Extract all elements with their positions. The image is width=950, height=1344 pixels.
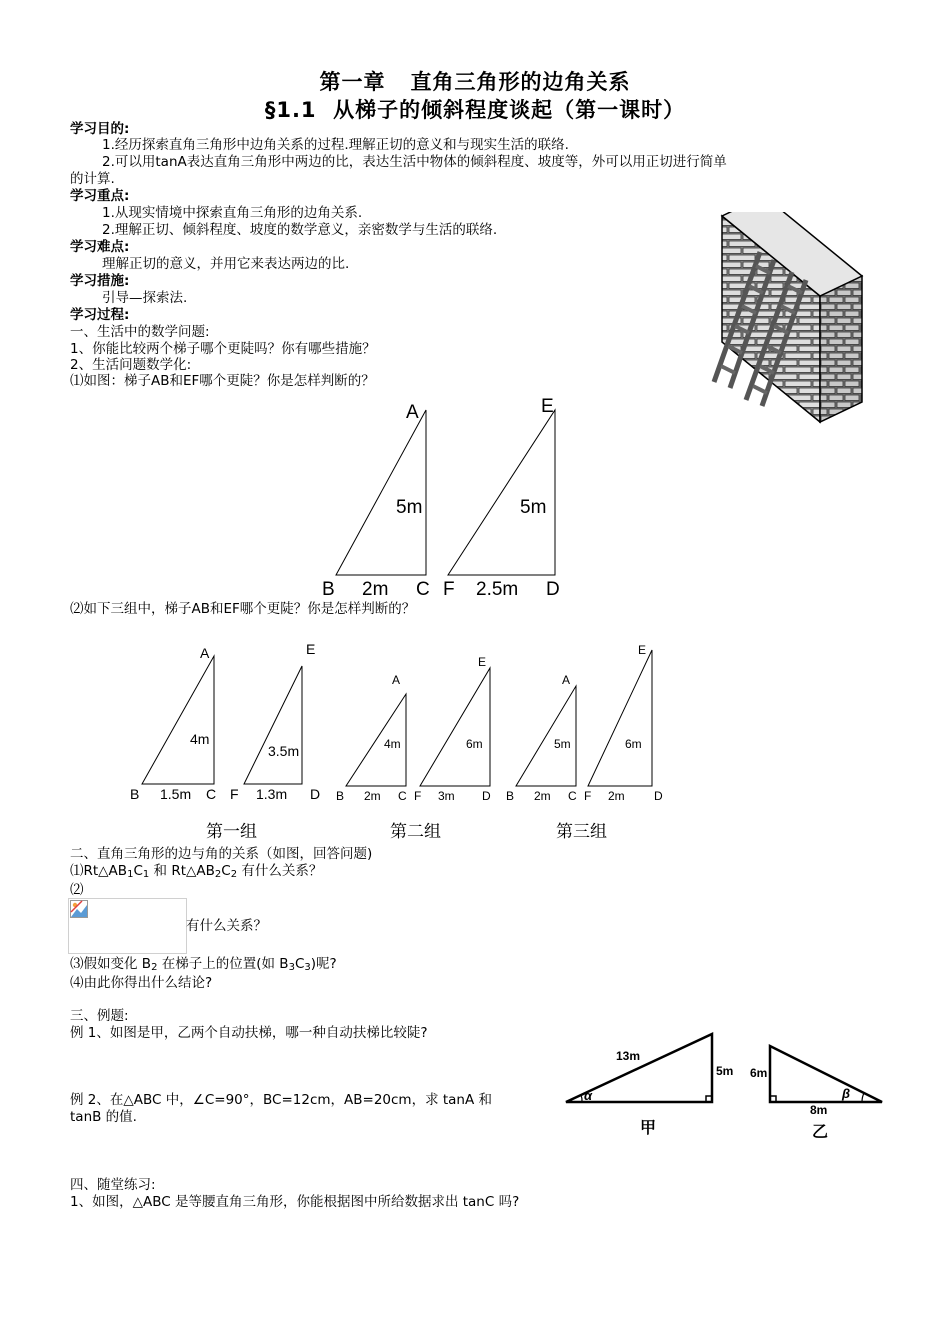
fig1-side-bc: 2m	[362, 579, 389, 600]
key-points-label: 学习重点:	[70, 188, 130, 204]
g2-right-v: 6m	[466, 737, 483, 751]
g1-left-v: 4m	[190, 731, 210, 747]
g3-label-c: C	[568, 789, 577, 803]
part4-title: 四、随堂练习:	[70, 1177, 156, 1193]
difficulty-label: 学习难点:	[70, 239, 130, 255]
g2-label-f: F	[414, 789, 422, 803]
fig1-label-c: C	[416, 579, 430, 600]
part1-q2: 2、生活问题数学化:	[70, 357, 192, 373]
broken-image-icon	[70, 900, 88, 918]
g3-label-a: A	[562, 673, 571, 687]
jia-hyp: 13m	[616, 1049, 641, 1063]
section-title: §1.1 从梯子的倾斜程度谈起（第一课时）	[264, 98, 686, 122]
part1-q2-2: ⑵如下三组中，梯子AB和EF哪个更陡？你是怎样判断的？	[70, 601, 416, 617]
objective-2-line2: 的计算.	[70, 171, 115, 187]
fig1-label-e: E	[541, 396, 554, 417]
g3-right-h: 2m	[608, 789, 625, 803]
fig1-side-fd: 2.5m	[476, 579, 519, 600]
figure-ladders-ab-ef	[300, 392, 590, 602]
g1-label-e: E	[306, 641, 316, 657]
group-3-name: 第三组	[556, 822, 607, 841]
g2-label-a: A	[392, 673, 401, 687]
fig1-label-b: B	[322, 579, 335, 600]
part2-q2-label: ⑵	[70, 882, 84, 898]
g2-label-b: B	[336, 789, 345, 803]
part2-q1: $⑴Rt\triangle AB_1C_1$ 和 $Rt\triangle AB_2C_2$ 有什么关系？	[70, 863, 323, 880]
broken-image-placeholder	[68, 898, 187, 954]
fig1-label-a: A	[406, 402, 419, 423]
yi-angle: β	[842, 1086, 851, 1101]
objective-1: 1.经历探索直角三角形中边角关系的过程.理解正切的意义和与现实生活的联络.	[102, 137, 569, 153]
group-2-name: 第二组	[390, 822, 441, 841]
yi-horizontal: 8m	[810, 1103, 828, 1117]
jia-label: 甲	[640, 1120, 657, 1137]
objective-2-line1: 2.可以用tanA表达直角三角形中两边的比，表达生活中物体的倾斜程度、坡度等，外可以用正切进行简单	[102, 154, 727, 170]
g1-label-a: A	[200, 645, 210, 661]
group-1-name: 第一组	[206, 822, 257, 841]
difficulty-1: 理解正切的意义，并用它来表达两边的比.	[102, 256, 350, 272]
g1-left-h: 1.5m	[160, 786, 192, 802]
g2-left-v: 4m	[384, 737, 401, 751]
part1-title: 一、生活中的数学问题:	[70, 324, 210, 340]
g3-label-d: D	[654, 789, 663, 803]
g3-left-h: 2m	[534, 789, 551, 803]
part1-q1: 1、你能比较两个梯子哪个更陡吗？你有哪些措施？	[70, 341, 376, 357]
part4-q1: 1、如图，△ABC 是等腰直角三角形，你能根据图中所给数据求出 tanC 吗?	[70, 1194, 520, 1210]
jia-angle: α	[584, 1088, 593, 1103]
fig1-label-d: D	[546, 579, 560, 600]
example-2-line2: tanB 的值.	[70, 1109, 137, 1125]
figure-escalators	[560, 1030, 890, 1145]
brick-wall-ladder-illustration	[700, 212, 868, 427]
g2-label-c: C	[398, 789, 407, 803]
yi-vertical: 6m	[750, 1066, 768, 1080]
objectives-label: 学习目的:	[70, 121, 130, 137]
fig1-side-ac: 5m	[396, 497, 423, 518]
key-point-1: 1.从现实情境中探索直角三角形的边角关系.	[102, 205, 363, 221]
figure-three-groups	[120, 636, 680, 846]
part3-title: 三、例题:	[70, 1008, 129, 1024]
chapter-title: 第一章 直角三角形的边角关系	[319, 70, 631, 94]
process-label: 学习过程:	[70, 307, 130, 323]
part2-title: 二、直角三角形的边与角的关系（如图，回答问题)	[70, 846, 373, 862]
g2-right-h: 3m	[438, 789, 455, 803]
example-2-line1: 例 2、在△ABC 中，∠C=90°，BC=12cm，AB=20cm，求 tanA 和	[70, 1092, 493, 1108]
part2-q3: ⑶假如变化 $B_2$ 在梯子上的位置(如 $B_3C_3$)呢?	[70, 956, 337, 973]
g3-label-e: E	[638, 643, 647, 657]
g1-right-v: 3.5m	[268, 743, 300, 759]
g3-label-b: B	[506, 789, 515, 803]
jia-vertical: 5m	[716, 1064, 734, 1078]
fig1-side-ed: 5m	[520, 497, 547, 518]
measures-1: 引导—探索法.	[102, 290, 188, 306]
key-point-2: 2.理解正切、倾斜程度、坡度的数学意义，亲密数学与生活的联络.	[102, 222, 498, 238]
g1-right-h: 1.3m	[256, 786, 288, 802]
g3-label-f: F	[584, 789, 592, 803]
part2-q2-suffix: 有什么关系？	[186, 918, 267, 934]
g2-left-h: 2m	[364, 789, 381, 803]
g1-label-b: B	[130, 786, 140, 802]
g1-label-f: F	[230, 786, 239, 802]
g3-left-v: 5m	[554, 737, 571, 751]
g3-right-v: 6m	[625, 737, 642, 751]
g1-label-d: D	[310, 786, 321, 802]
g1-label-c: C	[206, 786, 217, 802]
g2-label-d: D	[482, 789, 491, 803]
yi-label: 乙	[812, 1124, 829, 1141]
example-1: 例 1、如图是甲，乙两个自动扶梯，哪一种自动扶梯比较陡?	[70, 1025, 428, 1041]
part2-q4: ⑷由此你得出什么结论?	[70, 975, 213, 991]
g2-label-e: E	[478, 655, 487, 669]
fig1-label-f: F	[443, 579, 455, 600]
part1-q2-1: ⑴如图：梯子AB和EF哪个更陡？你是怎样判断的？	[70, 373, 375, 389]
measures-label: 学习措施:	[70, 273, 130, 289]
